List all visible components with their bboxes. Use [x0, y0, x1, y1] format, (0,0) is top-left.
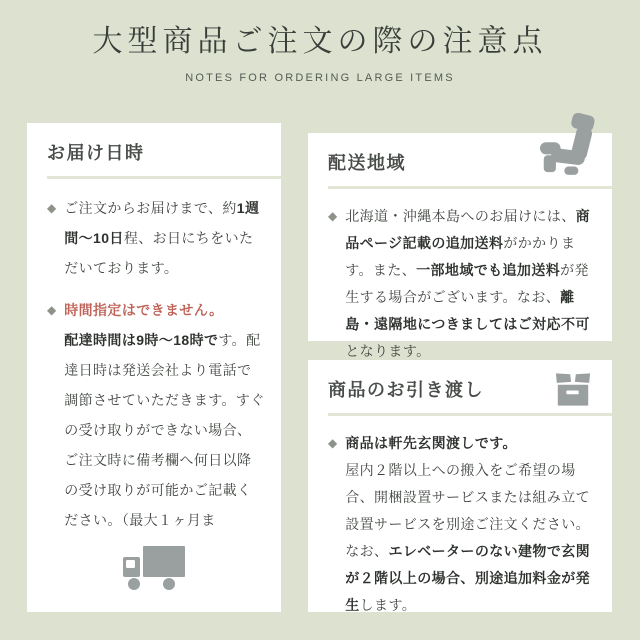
card-title: 商品のお引き渡し [328, 380, 484, 400]
list-item [47, 295, 265, 535]
truck-icon [27, 545, 281, 596]
card-title: 配送地域 [328, 153, 406, 173]
card-delivery-datetime [27, 123, 281, 612]
list-item [328, 203, 596, 365]
page-subtitle: NOTES FOR ORDERING LARGE ITEMS [185, 72, 455, 84]
list-item [328, 430, 596, 619]
bullet-text: ご注文からお届けまで、約1週間～10日程、お日にちをいただいております。 [64, 200, 260, 277]
header-underline [328, 186, 612, 189]
bullet-text: 時間指定はできません。 配達時間は9時～18時です。配達日時は発送会社より電話で調節させていただきます。すぐの受け取りができない場合、ご注文時に備考欄へ何日以降の受け取りが可能かご記載ください。（最大１ヶ月ま [64, 302, 265, 529]
card-title: お届け日時 [47, 143, 145, 163]
header-underline [47, 176, 281, 179]
header-underline [328, 413, 612, 416]
diamond-bullet-icon: ◆ [47, 303, 57, 318]
card-product-handover [308, 360, 612, 612]
list-item [47, 193, 265, 283]
bullet-text: 商品は軒先玄関渡しです。 屋内２階以上への搬入をご希望の場合、開梱設置サービスまたは組み立て設置サービスを別途ご注文ください。なお、エレベーターのない建物で玄関が２階以上の場合、別途追加料金が発生します。 [345, 435, 591, 614]
page-title: 大型商品ご注文の際の注意点 [92, 25, 548, 58]
diamond-bullet-icon: ◆ [328, 436, 338, 451]
diamond-bullet-icon: ◆ [328, 209, 338, 224]
page-header [0, 0, 640, 84]
diamond-bullet-icon: ◆ [47, 201, 57, 216]
bullet-text: 北海道・沖縄本島へのお届けには、商品ページ記載の追加送料がかかります。また、一部地域でも追加送料が発生する場合がございます。なお、離島・遠隔地につきましてはご対応不可となります。 [345, 208, 591, 360]
card-shipping-area [308, 133, 612, 360]
